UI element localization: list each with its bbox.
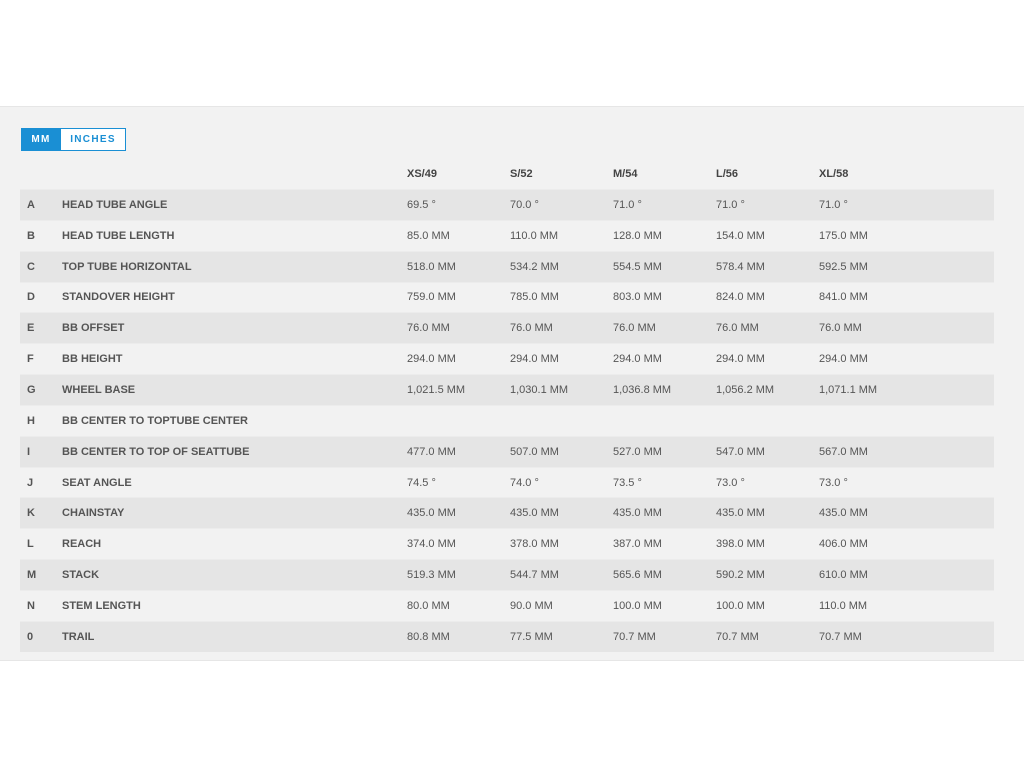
- value-cell: 76.0 MM: [819, 322, 862, 335]
- row-label: BB HEIGHT: [62, 353, 123, 366]
- row-letter: A: [27, 198, 35, 211]
- value-cell: 565.6 MM: [613, 569, 662, 582]
- value-cell: 435.0 MM: [510, 507, 559, 520]
- header-size-xs: XS/49: [407, 168, 437, 180]
- value-cell: 398.0 MM: [716, 538, 765, 551]
- header-row: [20, 159, 994, 190]
- table-row: [20, 220, 994, 251]
- row-letter: 0: [27, 630, 34, 643]
- table-row: [20, 190, 994, 221]
- value-cell: 435.0 MM: [613, 507, 662, 520]
- table-header: [20, 159, 994, 190]
- value-cell: 534.2 MM: [510, 260, 559, 273]
- value-cell: 759.0 MM: [407, 291, 456, 304]
- header-size-s: S/52: [510, 168, 533, 180]
- value-cell: 71.0 °: [613, 198, 642, 211]
- value-cell: 294.0 MM: [510, 353, 559, 366]
- row-label: TRAIL: [62, 630, 95, 643]
- header-size-m: M/54: [613, 168, 638, 180]
- table-row: [20, 344, 994, 375]
- value-cell: 1,030.1 MM: [510, 383, 569, 396]
- value-cell: 1,056.2 MM: [716, 383, 775, 396]
- row-letter: B: [27, 229, 35, 242]
- header-size-xl: XL/58: [819, 168, 849, 180]
- value-cell: [613, 405, 716, 436]
- value-cell: 73.0 °: [716, 476, 745, 489]
- row-label: WHEEL BASE: [62, 383, 136, 396]
- value-cell: 294.0 MM: [819, 353, 868, 366]
- value-cell: 70.7 MM: [716, 630, 759, 643]
- row-letter: I: [27, 445, 31, 458]
- row-letter: L: [27, 538, 34, 551]
- value-cell: 100.0 MM: [613, 599, 662, 612]
- row-label: SEAT ANGLE: [62, 476, 132, 489]
- value-cell: 841.0 MM: [819, 291, 868, 304]
- value-cell: 824.0 MM: [716, 291, 765, 304]
- table-row: [20, 467, 994, 498]
- value-cell: 477.0 MM: [407, 445, 456, 458]
- value-cell: 374.0 MM: [407, 538, 456, 551]
- value-cell: 154.0 MM: [716, 229, 765, 242]
- unit-mm-button[interactable]: MM: [21, 128, 61, 151]
- row-letter: F: [27, 353, 34, 366]
- value-cell: 294.0 MM: [407, 353, 456, 366]
- row-label: HEAD TUBE ANGLE: [62, 198, 168, 211]
- value-cell: 518.0 MM: [407, 260, 456, 273]
- geometry-panel: [0, 106, 1024, 661]
- value-cell: 294.0 MM: [613, 353, 662, 366]
- value-cell: 74.5 °: [407, 476, 436, 489]
- value-cell: [819, 405, 994, 436]
- row-letter: M: [27, 569, 37, 582]
- table-row: [20, 282, 994, 313]
- value-cell: 76.0 MM: [716, 322, 759, 335]
- unit-toggle: [21, 128, 126, 151]
- value-cell: 592.5 MM: [819, 260, 868, 273]
- table-row: [20, 436, 994, 467]
- value-cell: 567.0 MM: [819, 445, 868, 458]
- header-letter-cell: [20, 159, 62, 190]
- value-cell: 110.0 MM: [819, 599, 868, 612]
- value-cell: 128.0 MM: [613, 229, 662, 242]
- value-cell: 544.7 MM: [510, 569, 559, 582]
- value-cell: 785.0 MM: [510, 291, 559, 304]
- value-cell: 1,036.8 MM: [613, 383, 672, 396]
- table-row: [20, 560, 994, 591]
- row-letter: E: [27, 322, 35, 335]
- value-cell: 100.0 MM: [716, 599, 765, 612]
- row-label: BB OFFSET: [62, 322, 125, 335]
- table-row: [20, 405, 994, 436]
- geometry-table: [20, 159, 994, 652]
- value-cell: 435.0 MM: [819, 507, 868, 520]
- row-letter: J: [27, 476, 34, 489]
- value-cell: 387.0 MM: [613, 538, 662, 551]
- value-cell: 547.0 MM: [716, 445, 765, 458]
- value-cell: 294.0 MM: [716, 353, 765, 366]
- value-cell: 435.0 MM: [407, 507, 456, 520]
- row-letter: K: [27, 507, 35, 520]
- value-cell: 74.0 °: [510, 476, 539, 489]
- row-label: HEAD TUBE LENGTH: [62, 229, 175, 242]
- table-row: [20, 251, 994, 282]
- value-cell: 71.0 °: [716, 198, 745, 211]
- value-cell: 406.0 MM: [819, 538, 868, 551]
- value-cell: 175.0 MM: [819, 229, 868, 242]
- header-size-l: L/56: [716, 168, 739, 180]
- value-cell: 76.0 MM: [613, 322, 656, 335]
- value-cell: 1,021.5 MM: [407, 383, 466, 396]
- value-cell: 527.0 MM: [613, 445, 662, 458]
- row-letter: C: [27, 260, 35, 273]
- value-cell: 435.0 MM: [716, 507, 765, 520]
- value-cell: 90.0 MM: [510, 599, 553, 612]
- value-cell: 77.5 MM: [510, 630, 553, 643]
- value-cell: 76.0 MM: [510, 322, 553, 335]
- table-row: [20, 621, 994, 651]
- value-cell: 76.0 MM: [407, 322, 450, 335]
- row-letter: N: [27, 599, 35, 612]
- value-cell: 378.0 MM: [510, 538, 559, 551]
- value-cell: 73.5 °: [613, 476, 642, 489]
- row-label: REACH: [62, 538, 102, 551]
- unit-inches-button[interactable]: INCHES: [61, 128, 126, 151]
- row-label: STACK: [62, 569, 100, 582]
- value-cell: 554.5 MM: [613, 260, 662, 273]
- table-row: [20, 313, 994, 344]
- value-cell: 80.8 MM: [407, 630, 450, 643]
- value-cell: 80.0 MM: [407, 599, 450, 612]
- row-letter: H: [27, 414, 35, 427]
- value-cell: 578.4 MM: [716, 260, 765, 273]
- value-cell: 70.7 MM: [613, 630, 656, 643]
- row-letter: G: [27, 383, 36, 396]
- value-cell: 70.7 MM: [819, 630, 862, 643]
- value-cell: [716, 405, 819, 436]
- table-row: [20, 529, 994, 560]
- value-cell: 507.0 MM: [510, 445, 559, 458]
- row-label: STEM LENGTH: [62, 599, 141, 612]
- value-cell: [510, 405, 613, 436]
- row-label: BB CENTER TO TOP OF SEATTUBE: [62, 445, 250, 458]
- row-label: STANDOVER HEIGHT: [62, 291, 175, 304]
- row-label: BB CENTER TO TOPTUBE CENTER: [62, 414, 248, 427]
- value-cell: 519.3 MM: [407, 569, 456, 582]
- value-cell: 803.0 MM: [613, 291, 662, 304]
- row-label: CHAINSTAY: [62, 507, 125, 520]
- value-cell: 71.0 °: [819, 198, 848, 211]
- table-body: [20, 190, 994, 652]
- value-cell: 70.0 °: [510, 198, 539, 211]
- value-cell: 1,071.1 MM: [819, 383, 878, 396]
- row-letter: D: [27, 291, 35, 304]
- table-row: [20, 375, 994, 406]
- row-label: TOP TUBE HORIZONTAL: [62, 260, 192, 273]
- value-cell: 73.0 °: [819, 476, 848, 489]
- header-label-cell: [62, 159, 407, 190]
- value-cell: 590.2 MM: [716, 569, 765, 582]
- value-cell: [407, 405, 510, 436]
- value-cell: 610.0 MM: [819, 569, 868, 582]
- value-cell: 85.0 MM: [407, 229, 450, 242]
- value-cell: 69.5 °: [407, 198, 436, 211]
- table-row: [20, 498, 994, 529]
- value-cell: 110.0 MM: [510, 229, 559, 242]
- table-row: [20, 590, 994, 621]
